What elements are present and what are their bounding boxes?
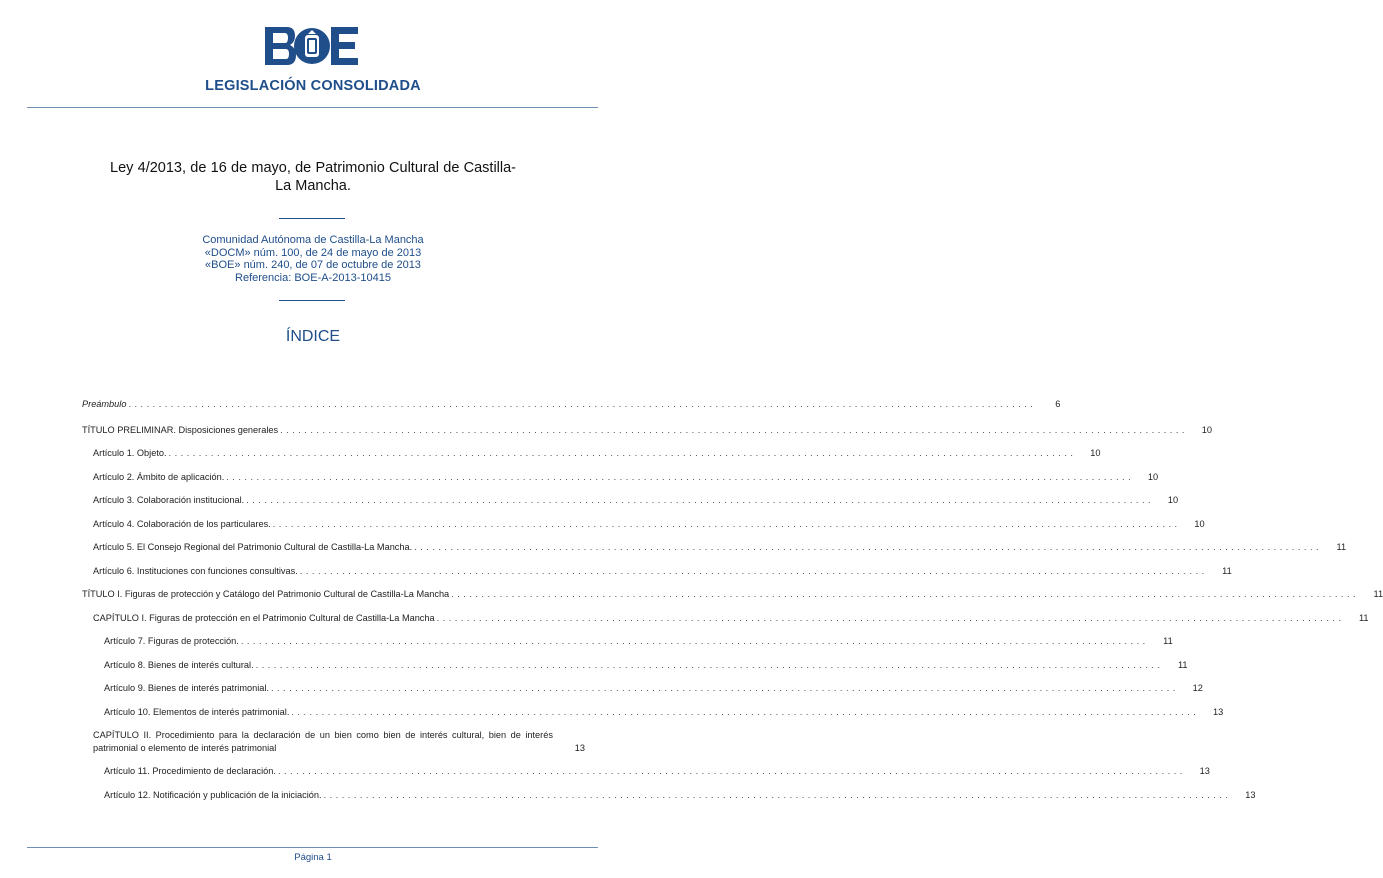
toc-entry-page: 10 — [1201, 425, 1212, 435]
toc-entry-page: 13 — [574, 743, 585, 753]
toc-leader: ...................................................................................................................................................... — [414, 542, 1323, 552]
toc-entry[interactable] — [82, 588, 1383, 601]
toc-leader: ...................................................................................................................................................... — [246, 495, 1155, 505]
toc-entry-label: Artículo 4. Colaboración de los particulares. — [93, 519, 271, 529]
boe-logo-graphic — [265, 27, 358, 65]
footer-divider — [27, 847, 598, 848]
toc-entry[interactable] — [82, 398, 1061, 411]
toc-entry-label-line2: patrimonial o elemento de interés patrimonial — [93, 743, 277, 753]
toc-entry-page: 13 — [1245, 790, 1256, 800]
toc-leader: ...................................................................................................................................................... — [323, 790, 1232, 800]
title-divider-top — [279, 218, 345, 219]
toc-entry[interactable] — [82, 424, 1212, 437]
toc-entry-label: Artículo 7. Figuras de protección. — [104, 636, 239, 646]
title-divider-bottom — [279, 300, 345, 301]
toc-entry-label: Artículo 9. Bienes de interés patrimonial. — [104, 683, 269, 693]
toc-entry-label: TÍTULO PRELIMINAR. Disposiciones generales — [82, 425, 279, 435]
toc-entry-page: 11 — [1163, 636, 1173, 646]
toc-entry[interactable] — [93, 729, 585, 755]
toc-entry[interactable] — [93, 565, 1232, 578]
toc-leader: ...................................................................................................................................................... — [436, 613, 1345, 623]
toc-entry-label: Artículo 5. El Consejo Regional del Patrimonio Cultural de Castilla-La Mancha. — [93, 542, 413, 552]
toc-entry-label: CAPÍTULO I. Figuras de protección en el Patrimonio Cultural de Castilla-La Mancha — [93, 613, 435, 623]
toc-entry-page: 13 — [1199, 766, 1210, 776]
meta-line-docm: «DOCM» núm. 100, de 24 de mayo de 2013 — [204, 246, 422, 259]
toc-leader: ...................................................................................................................................................... — [272, 519, 1181, 529]
toc-leader: ...................................................................................................................................................... — [280, 425, 1188, 435]
toc-entry-page: 6 — [1055, 399, 1061, 409]
toc-entry-page: 12 — [1192, 683, 1203, 693]
toc-leader: ...................................................................................................................................................... — [128, 399, 1037, 409]
document-title: Ley 4/2013, de 16 de mayo, de Patrimonio Cultural de Castilla-La Mancha. — [110, 160, 516, 194]
toc-entry-page: 10 — [1167, 495, 1179, 505]
toc-leader: ...................................................................................................................................................... — [270, 683, 1179, 693]
toc-leader: ...................................................................................................................................................... — [240, 636, 1149, 646]
toc-entry-page: 11 — [1222, 566, 1232, 576]
toc-leader: ...................................................................................................................................................... — [168, 448, 1077, 458]
toc-entry-page: 11 — [1177, 660, 1188, 670]
meta-line-boe: «BOE» núm. 240, de 07 de octubre de 2013 — [205, 259, 421, 271]
toc-entry-label: Artículo 6. Instituciones con funciones consultivas. — [93, 566, 298, 576]
toc-entry[interactable] — [104, 765, 1210, 778]
toc-leader: ...................................................................................................................................................... — [255, 660, 1164, 670]
toc-entry[interactable] — [93, 518, 1205, 531]
toc-entry-label: Artículo 3. Colaboración institucional. — [93, 495, 245, 505]
toc-entry[interactable] — [93, 447, 1101, 460]
meta-line-community: Comunidad Autónoma de Castilla-La Mancha — [202, 234, 424, 246]
toc-entry-page: 11 — [1336, 542, 1347, 552]
toc-entry[interactable] — [93, 471, 1159, 484]
toc-entry[interactable] — [104, 659, 1188, 672]
toc-entry-page: 10 — [1090, 448, 1101, 458]
toc-entry-page: 10 — [1194, 519, 1205, 529]
toc-leader: ...................................................................................................................................................... — [226, 472, 1135, 482]
toc-leader: ...................................................................................................................................................... — [451, 589, 1360, 599]
toc-entry[interactable] — [104, 635, 1173, 648]
toc-leader: ...................................................................................................................................................... — [291, 707, 1200, 717]
toc-entry-label: Preámbulo — [82, 399, 127, 409]
toc-entry-label — [93, 729, 553, 755]
toc-entry[interactable] — [104, 706, 1224, 719]
toc-entry-label: Artículo 2. Ámbito de aplicación. — [93, 472, 225, 482]
toc-entry-label: TÍTULO I. Figuras de protección y Catálogo del Patrimonio Cultural de Castilla-La Mancha — [82, 589, 450, 599]
toc-entry[interactable] — [104, 682, 1203, 695]
toc-entry[interactable] — [104, 789, 1256, 802]
toc-entry-label: Artículo 1. Objeto. — [93, 448, 167, 458]
page-number: Página 1 — [294, 852, 332, 863]
toc-entry[interactable] — [93, 494, 1179, 507]
toc-entry-page: 10 — [1147, 472, 1159, 482]
toc-entry-page: 11 — [1358, 613, 1369, 623]
toc-entry[interactable] — [93, 541, 1347, 554]
toc-entry-page: 11 — [1373, 589, 1383, 599]
toc-entry[interactable] — [93, 612, 1369, 625]
toc-entry-label-line1: CAPÍTULO II. Procedimiento para la declaración de un bien como bien de interés cultural, bien de interés — [93, 730, 553, 740]
boe-logo — [265, 27, 358, 65]
toc-leader: ...................................................................................................................................................... — [299, 566, 1208, 576]
toc-entry-label: Artículo 12. Notificación y publicación de la iniciación. — [104, 790, 322, 800]
banner-title: LEGISLACIÓN CONSOLIDADA — [205, 78, 421, 94]
toc-entry-label: Artículo 11. Procedimiento de declaración. — [104, 766, 276, 776]
index-heading: ÍNDICE — [285, 328, 341, 345]
toc-entry-page: 13 — [1213, 707, 1224, 717]
toc-entry-label: Artículo 10. Elementos de interés patrimonial. — [104, 707, 290, 717]
toc-entry-label: Artículo 8. Bienes de interés cultural. — [104, 660, 254, 670]
document-meta — [0, 234, 626, 284]
header-divider — [27, 107, 598, 108]
toc-leader: ...................................................................................................................................................... — [277, 766, 1186, 776]
meta-line-reference: Referencia: BOE-A-2013-10415 — [235, 271, 391, 284]
